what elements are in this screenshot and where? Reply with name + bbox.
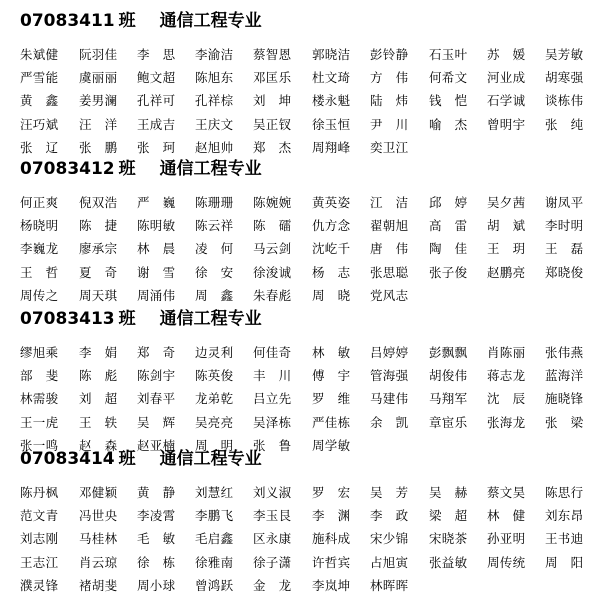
student-name: 赵鹏亮 [487,264,526,280]
student-name: 毛启鑫 [195,531,234,547]
student-name: 李鹏飞 [195,508,234,524]
student-name: 高 雷 [429,218,468,234]
student-name: 周 阳 [545,554,584,570]
student-name: 喻 杰 [429,116,468,132]
student-name: 沈 辰 [487,391,526,407]
student-name: 陈英俊 [195,368,234,384]
class-heading [20,306,262,332]
student-name: 肖陈丽 [487,345,526,360]
student-name: 吕立先 [253,391,292,407]
student-name: 张海龙 [487,414,526,430]
student-name: 周 鑫 [195,287,234,303]
student-name: 郭晓洁 [312,47,351,62]
student-name: 李岚坤 [312,577,351,593]
student-name: 夏 奇 [79,264,118,280]
student-name: 蔡文昊 [487,485,526,500]
student-name: 张思聪 [370,264,409,280]
student-name: 严雪能 [20,70,59,86]
student-name: 谢 雪 [137,264,176,280]
student-name: 刘东昂 [545,508,584,524]
student-name: 施晓锋 [545,391,584,407]
student-name: 李巍龙 [20,241,59,257]
student-name: 谢凤平 [545,195,584,210]
class-code: 07083413 [20,309,115,329]
student-name: 陈珊珊 [195,195,234,210]
student-name: 楼永魁 [312,93,351,109]
student-name: 徐子潇 [253,554,292,570]
student-name: 占旭寅 [370,554,409,570]
student-name: 宋晓茶 [429,531,468,547]
student-name: 林 晨 [137,241,176,257]
student-name: 何希文 [429,70,468,86]
student-name: 吴 赫 [429,485,468,500]
student-name: 赵亚楠 [137,437,176,453]
student-name: 马翔军 [429,391,468,407]
student-name: 张伟燕 [545,345,584,360]
class-word: 班 [118,309,136,329]
student-name: 吴亮亮 [195,414,234,430]
student-name: 毛 敏 [137,531,176,547]
student-name: 陈丹枫 [20,485,59,500]
student-name: 周翔峰 [312,139,351,155]
student-name: 苏 媛 [487,47,526,62]
student-name: 李时明 [545,218,584,234]
student-name: 吴正钗 [253,116,292,132]
student-name: 胡 斌 [487,218,526,234]
student-name: 马云剑 [253,241,292,257]
student-name: 虞丽丽 [79,70,118,86]
student-name: 阮羽佳 [79,47,118,62]
student-name: 李 娟 [79,345,118,360]
student-name: 杨 志 [312,264,351,280]
student-name: 陈旭东 [195,70,234,86]
student-name: 杜文琦 [312,70,351,86]
student-name: 张 辽 [20,139,59,155]
student-name: 王一虎 [20,414,59,430]
student-name: 孔祥棕 [195,93,234,109]
student-name: 周传统 [487,554,526,570]
student-name: 彭铃静 [370,47,409,62]
student-name: 傅 宇 [312,368,351,384]
student-name: 朱春彪 [253,287,292,303]
major-name: 通信工程专业 [159,309,262,329]
student-name: 周天琪 [79,287,118,303]
student-name: 宋少锦 [370,531,409,547]
student-name: 汪 洋 [79,116,118,132]
student-name: 吴 芳 [370,485,409,500]
student-name: 鲍文超 [137,70,176,86]
student-name: 黄 静 [137,485,176,500]
student-name: 张益敏 [429,554,468,570]
class-word: 班 [118,159,136,179]
student-name: 陈云祥 [195,218,234,234]
student-name: 周 明 [195,437,234,453]
student-name: 陈 彪 [79,368,118,384]
student-name: 郑晓俊 [545,264,584,280]
student-name: 褚胡斐 [79,577,118,593]
student-name: 陈 捷 [79,218,118,234]
student-name: 杨晓明 [20,218,59,234]
student-name: 江 洁 [370,195,409,210]
student-name: 黄 鑫 [20,93,59,109]
student-name: 朱斌健 [20,47,59,62]
student-name: 党风志 [370,287,409,303]
student-name: 张子俊 [429,264,468,280]
student-name: 陈思行 [545,485,584,500]
student-name: 彭飘飘 [429,345,468,360]
student-name: 邓健颖 [79,485,118,500]
student-name: 周涌伟 [137,287,176,303]
student-name: 唐 伟 [370,241,409,257]
student-name: 林 敏 [312,345,351,360]
student-name: 边灵利 [195,345,234,360]
student-name: 石玉叶 [429,47,468,62]
student-name: 张 鹏 [79,139,118,155]
student-name: 濮灵锋 [20,577,59,593]
student-name: 仇方念 [312,218,351,234]
student-name: 金 龙 [253,577,292,593]
class-word: 班 [118,11,136,31]
student-name: 胡俊伟 [429,368,468,384]
student-name: 钱 恺 [429,93,468,109]
student-name: 赵旭帅 [195,139,234,155]
student-name: 胡寒强 [545,70,584,86]
student-name: 李凌霄 [137,508,176,524]
student-name: 蒋志龙 [487,368,526,384]
student-name: 周学敏 [312,437,351,453]
student-name: 王志江 [20,554,59,570]
student-name: 李 政 [370,508,409,524]
student-name: 徐玉恒 [312,116,351,132]
student-name: 孔祥可 [137,93,176,109]
student-name: 徐雅南 [195,554,234,570]
student-name: 张 鲁 [253,437,292,453]
student-name: 尹 川 [370,116,409,132]
student-name: 刘义淑 [253,485,292,500]
student-name: 翟朝旭 [370,218,409,234]
student-name: 刘 坤 [253,93,292,109]
student-name: 刘 超 [79,391,118,407]
student-name: 陶 佳 [429,241,468,257]
student-name: 李 渊 [312,508,351,524]
student-name: 黄英姿 [312,195,351,210]
student-name: 丰 川 [253,368,292,384]
student-name: 王 轶 [79,414,118,430]
student-name: 部 斐 [20,368,59,384]
student-name: 区永康 [253,531,292,547]
student-name: 王成吉 [137,116,176,132]
student-name: 蔡智恩 [253,47,292,62]
student-name: 严佳栋 [312,414,351,430]
student-name: 吕婷婷 [370,345,409,360]
student-name: 许哲宾 [312,554,351,570]
student-name: 陈 礌 [253,218,292,234]
class-heading [20,446,262,472]
student-name: 吴泽栋 [253,414,292,430]
student-name: 吴 辉 [137,414,176,430]
student-name: 郑 杰 [253,139,292,155]
student-name: 刘慧红 [195,485,234,500]
student-name: 曾鸿跃 [195,577,234,593]
student-name: 方 伟 [370,70,409,86]
student-name: 王 玥 [487,241,526,257]
student-name: 冯世央 [79,508,118,524]
student-name: 张 珂 [137,139,176,155]
class-heading [20,8,262,34]
student-name: 缪旭乘 [20,345,59,360]
class-heading [20,156,262,182]
student-name: 章宦乐 [429,414,468,430]
student-name: 周 晓 [312,287,351,303]
student-name: 郑 奇 [137,345,176,360]
student-name: 陆 炜 [370,93,409,109]
student-name: 严 巍 [137,195,176,210]
student-name: 汪巧斌 [20,116,59,132]
student-name: 沈屹千 [312,241,351,257]
student-name: 施科成 [312,531,351,547]
class-code: 07083414 [20,449,115,469]
student-name: 曾明宇 [487,116,526,132]
student-name: 孙亚明 [487,531,526,547]
class-code: 07083412 [20,159,115,179]
student-name: 徐浚诚 [253,264,292,280]
student-name: 王书迪 [545,531,584,547]
student-name: 梁 超 [429,508,468,524]
student-name: 周传之 [20,287,59,303]
student-name: 王庆文 [195,116,234,132]
student-name: 管海强 [370,368,409,384]
student-name: 廖承宗 [79,241,118,257]
student-name: 林晖晖 [370,577,409,593]
student-name: 倪双浩 [79,195,118,210]
major-name: 通信工程专业 [159,159,262,179]
student-name: 王 哲 [20,264,59,280]
student-name: 何佳奇 [253,345,292,360]
student-name: 刘志刚 [20,531,59,547]
student-name: 陈明敏 [137,218,176,234]
student-name: 李 思 [137,47,176,62]
student-name: 陈婉婉 [253,195,292,210]
student-name: 余 凯 [370,414,409,430]
student-name: 龙弟乾 [195,391,234,407]
student-name: 邓匡乐 [253,70,292,86]
student-name: 马桂林 [79,531,118,547]
student-name: 姜男澜 [79,93,118,109]
student-name: 徐 栋 [137,554,176,570]
student-name: 林 健 [487,508,526,524]
student-name: 凌 何 [195,241,234,257]
student-name: 吴夕茜 [487,195,526,210]
student-name: 罗 宏 [312,485,351,500]
student-name: 何正爽 [20,195,59,210]
student-name: 奕卫江 [370,139,409,155]
student-name: 石学诚 [487,93,526,109]
student-name: 李玉艮 [253,508,292,524]
student-name: 河业成 [487,70,526,86]
class-word: 班 [118,449,136,469]
student-name: 赵 森 [79,437,118,453]
student-name: 陈剑宇 [137,368,176,384]
student-name: 张 梁 [545,414,584,430]
student-name: 吴芳敏 [545,47,584,62]
student-name: 蓝海洋 [545,368,584,384]
major-name: 通信工程专业 [159,449,262,469]
student-name: 张 纯 [545,116,584,132]
student-name: 范文青 [20,508,59,524]
major-name: 通信工程专业 [159,11,262,31]
student-name: 罗 维 [312,391,351,407]
student-name: 刘春平 [137,391,176,407]
student-name: 肖云琼 [79,554,118,570]
student-name: 李渝洁 [195,47,234,62]
class-code: 07083411 [20,11,115,31]
student-name: 马建伟 [370,391,409,407]
student-name: 邱 婷 [429,195,468,210]
student-name: 谈栋伟 [545,93,584,109]
student-name: 张一鸣 [20,437,59,453]
student-name: 林需骏 [20,391,59,407]
student-name: 周小球 [137,577,176,593]
student-name: 王 磊 [545,241,584,257]
student-name: 徐 安 [195,264,234,280]
